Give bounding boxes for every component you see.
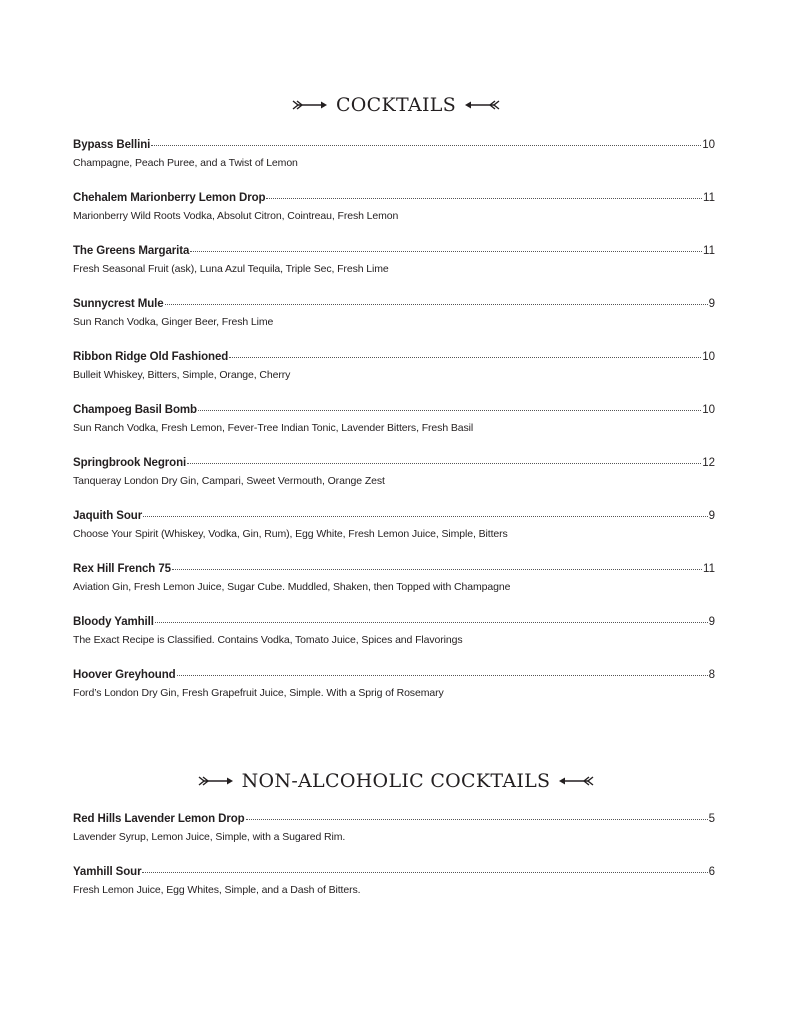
item-name: Sunnycrest Mule [73,298,164,310]
dot-leader [198,399,701,411]
item-name: Red Hills Lavender Lemon Drop [73,813,245,825]
dot-leader [187,452,701,464]
non-alcoholic-heading [0,770,792,792]
item-description: Fresh Seasonal Fruit (ask), Luna Azul Tequila, Triple Sec, Fresh Lime [73,263,389,275]
menu-item [73,401,715,435]
item-price: 6 [708,866,715,878]
dot-leader [142,861,707,873]
menu-item [73,507,715,541]
dot-leader [172,558,702,570]
item-description: Marionberry Wild Roots Vodka, Absolut Citron, Cointreau, Fresh Lemon [73,210,399,222]
item-description: Sun Ranch Vodka, Fresh Lemon, Fever-Tree Indian Tonic, Lavender Bitters, Fresh Basil [73,422,474,434]
item-name: Rex Hill French 75 [73,563,171,575]
dot-leader [266,187,702,199]
dot-leader [177,664,708,676]
arrow-right-icon [198,775,234,787]
item-name: Ribbon Ridge Old Fashioned [73,351,229,363]
item-price: 11 [703,563,715,575]
arrow-right-icon [292,99,328,111]
item-description: Aviation Gin, Fresh Lemon Juice, Sugar Cube. Muddled, Shaken, then Topped with Champagne [73,581,511,593]
dot-leader [165,293,708,305]
item-price: 5 [708,813,715,825]
cocktails-heading [0,94,792,116]
menu-item [73,295,715,329]
arrow-left-icon [464,99,500,111]
arrow-left-icon [558,775,594,787]
menu-item [73,454,715,488]
item-price: 9 [708,616,715,628]
item-description: The Exact Recipe is Classified. Contains Vodka, Tomato Juice, Spices and Flavorings [73,634,463,646]
menu-item [73,863,715,897]
dot-leader [143,505,708,517]
item-price: 10 [702,139,715,151]
section-title: COCKTAILS [335,94,457,116]
menu-item [73,613,715,647]
item-price: 11 [703,192,715,204]
item-name: Springbrook Negroni [73,457,187,469]
item-description: Sun Ranch Vodka, Ginger Beer, Fresh Lime [73,316,274,328]
item-description: Lavender Syrup, Lemon Juice, Simple, with a Sugared Rim. [73,831,346,843]
menu-item [73,810,715,844]
menu-item [73,242,715,276]
item-description: Tanqueray London Dry Gin, Campari, Sweet Vermouth, Orange Zest [73,475,385,487]
dot-leader [190,240,702,252]
dot-leader [246,808,708,820]
item-name: Jaquith Sour [73,510,143,522]
item-price: 9 [708,510,715,522]
item-name: Champoeg Basil Bomb [73,404,197,416]
item-description: Choose Your Spirit (Whiskey, Vodka, Gin, Rum), Egg White, Fresh Lemon Juice, Simple, Bitters [73,528,508,540]
item-name: Chehalem Marionberry Lemon Drop [73,192,266,204]
dot-leader [229,346,701,358]
menu-item [73,136,715,170]
menu-item [73,560,715,594]
menu-item [73,189,715,223]
section-title: NON-ALCOHOLIC COCKTAILS [241,770,551,792]
item-price: 10 [702,351,715,363]
item-description: Ford’s London Dry Gin, Fresh Grapefruit Juice, Simple. With a Sprig of Rosemary [73,687,444,699]
item-name: Bypass Bellini [73,139,151,151]
item-price: 12 [702,457,715,469]
item-price: 10 [702,404,715,416]
item-description: Champagne, Peach Puree, and a Twist of Lemon [73,157,298,169]
dot-leader [151,134,701,146]
item-description: Bulleit Whiskey, Bitters, Simple, Orange, Cherry [73,369,291,381]
item-name: Bloody Yamhill [73,616,154,628]
item-price: 8 [708,669,715,681]
item-price: 9 [708,298,715,310]
item-name: Hoover Greyhound [73,669,176,681]
item-name: Yamhill Sour [73,866,142,878]
dot-leader [155,611,708,623]
menu-item [73,666,715,700]
item-name: The Greens Margarita [73,245,190,257]
item-price: 11 [703,245,715,257]
item-description: Fresh Lemon Juice, Egg Whites, Simple, and a Dash of Bitters. [73,884,361,896]
menu-item [73,348,715,382]
